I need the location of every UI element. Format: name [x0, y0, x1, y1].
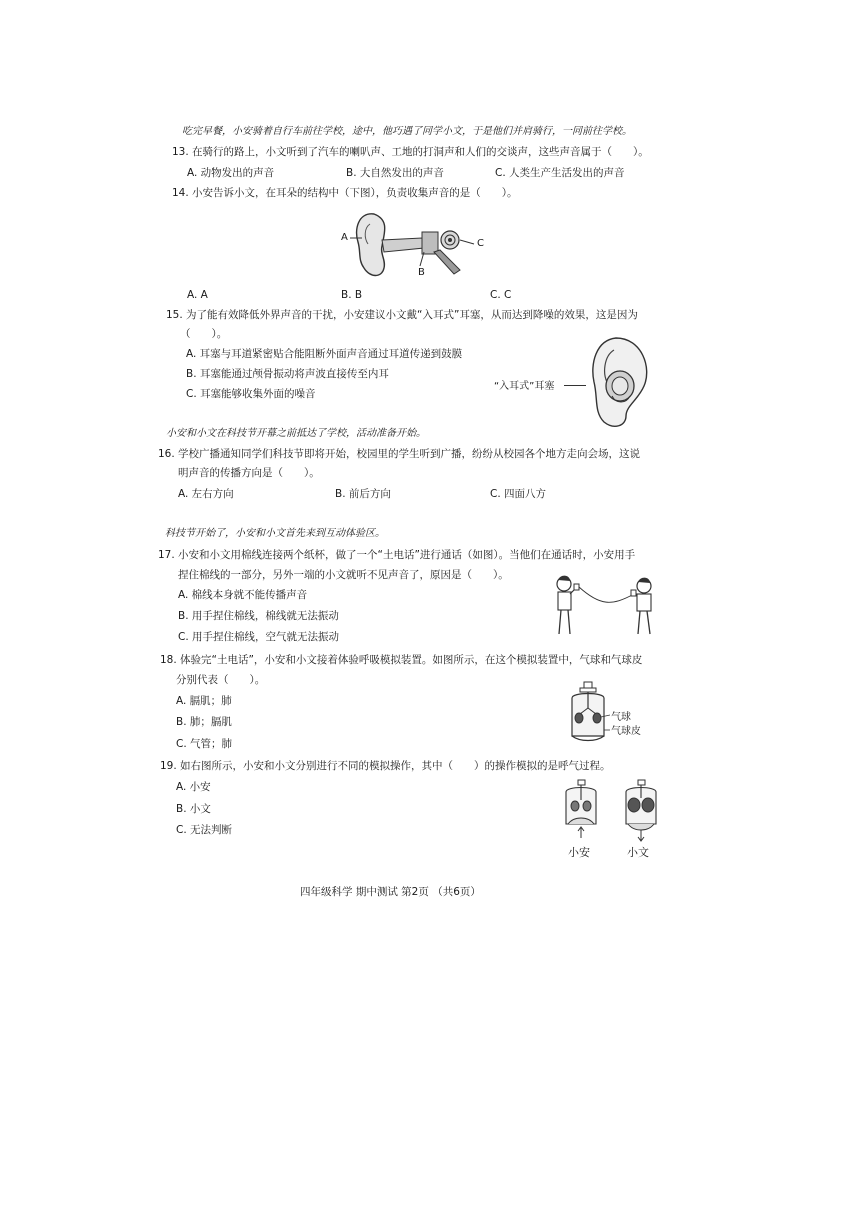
earplug-caption: “入耳式”耳塞 — [494, 381, 555, 392]
q17-option-b: B. 用手捏住棉线，棉线就无法振动 — [178, 610, 339, 622]
ear-label-b: B — [418, 267, 425, 278]
narrative-start: 科技节开始了，小安和小文首先来到互动体验区。 — [165, 528, 385, 539]
earplug-pointer-line — [564, 385, 586, 386]
q16-option-a: A. 左右方向 — [178, 488, 234, 500]
q17-option-c: C. 用手捏住棉线，空气就无法振动 — [178, 631, 340, 643]
q17-option-a: A. 棉线本身就不能传播声音 — [178, 589, 308, 601]
q15-option-c: C. 耳塞能够收集外面的噪音 — [186, 388, 316, 400]
q15-option-a: A. 耳塞与耳道紧密贴合能阻断外面声音通过耳道传递到鼓膜 — [186, 348, 463, 360]
q14-stem: 14. 小安告诉小文，在耳朵的结构中（下图），负责收集声音的是（ ）。 — [172, 187, 518, 199]
q13-option-b: B. 大自然发出的声音 — [346, 167, 444, 179]
q19-option-c: C. 无法判断 — [176, 824, 233, 836]
ear-label-c: C — [477, 238, 484, 249]
q14-option-a: A. A — [187, 289, 208, 301]
q16-stem-line1: 16. 学校广播通知同学们科技节即将开始，校园里的学生听到广播，纷纷从校园各个地方走向会场，这说 — [158, 448, 641, 460]
q19-option-b: B. 小文 — [176, 803, 211, 815]
q18-option-c: C. 气管；肺 — [176, 738, 233, 750]
string-telephone-figure — [550, 572, 662, 642]
q18-option-b: B. 肺；膈肌 — [176, 716, 232, 728]
q17-stem-line1: 17. 小安和小文用棉线连接两个纸杯，做了一个“土电话”进行通话（如图）。当他们在通话时，小安用手 — [158, 549, 636, 561]
q13-option-c: C. 人类生产生活发出的声音 — [495, 167, 625, 179]
q17-stem-line2: 捏住棉线的一部分，另外一端的小文就听不见声音了，原因是（ ）。 — [178, 569, 509, 581]
q14-option-c: C. C — [490, 289, 512, 301]
q15-stem-line2: （ ）。 — [180, 328, 228, 340]
label-balloon-skin: 气球皮 — [611, 726, 641, 737]
q14-option-b: B. B — [341, 289, 363, 301]
page-footer: 四年级科学 期中测试 第2页 （共6页） — [300, 886, 481, 898]
ear-label-a: A — [341, 232, 348, 243]
earplug-ear-figure — [586, 334, 662, 432]
q16-option-c: C. 四面八方 — [490, 488, 547, 500]
q13-stem: 13. 在骑行的路上，小文听到了汽车的喇叭声、工地的打洞声和人们的交谈声，这些声音属于（ ）。 — [172, 146, 649, 158]
label-balloon: 气球 — [611, 712, 631, 723]
label-xiaoan: 小安 — [568, 846, 590, 859]
label-xiaowen: 小文 — [627, 846, 649, 859]
q15-option-b: B. 耳塞能通过颅骨振动将声波直接传至内耳 — [186, 368, 389, 380]
q18-stem-line2: 分别代表（ ）。 — [176, 674, 266, 686]
q13-option-a: A. 动物发出的声音 — [187, 167, 275, 179]
breathing-operations-figure — [556, 778, 676, 844]
q19-option-a: A. 小安 — [176, 781, 211, 793]
q16-option-b: B. 前后方向 — [335, 488, 391, 500]
breathing-model-figure — [566, 680, 610, 746]
q15-stem-line1: 15. 为了能有效降低外界声音的干扰，小安建议小文戴“入耳式”耳塞，从而达到降噪的效果，这是因为 — [166, 309, 638, 321]
narrative-intro: 吃完早餐，小安骑着自行车前往学校，途中，他巧遇了同学小文，于是他们并肩骑行，一同前往学校。 — [182, 126, 632, 137]
ear-structure-figure — [336, 208, 492, 284]
q19-stem: 19. 如右图所示，小安和小文分别进行不同的模拟操作，其中（ ）的操作模拟的是呼气过程。 — [160, 760, 611, 772]
q18-stem-line1: 18. 体验完“土电话”，小安和小文接着体验呼吸模拟装置。如图所示，在这个模拟装置中，气球和气球皮 — [160, 654, 643, 666]
q16-stem-line2: 明声音的传播方向是（ ）。 — [178, 467, 320, 479]
narrative-arrive: 小安和小文在科技节开幕之前抵达了学校，活动准备开始。 — [166, 428, 426, 439]
q18-option-a: A. 膈肌；肺 — [176, 695, 232, 707]
